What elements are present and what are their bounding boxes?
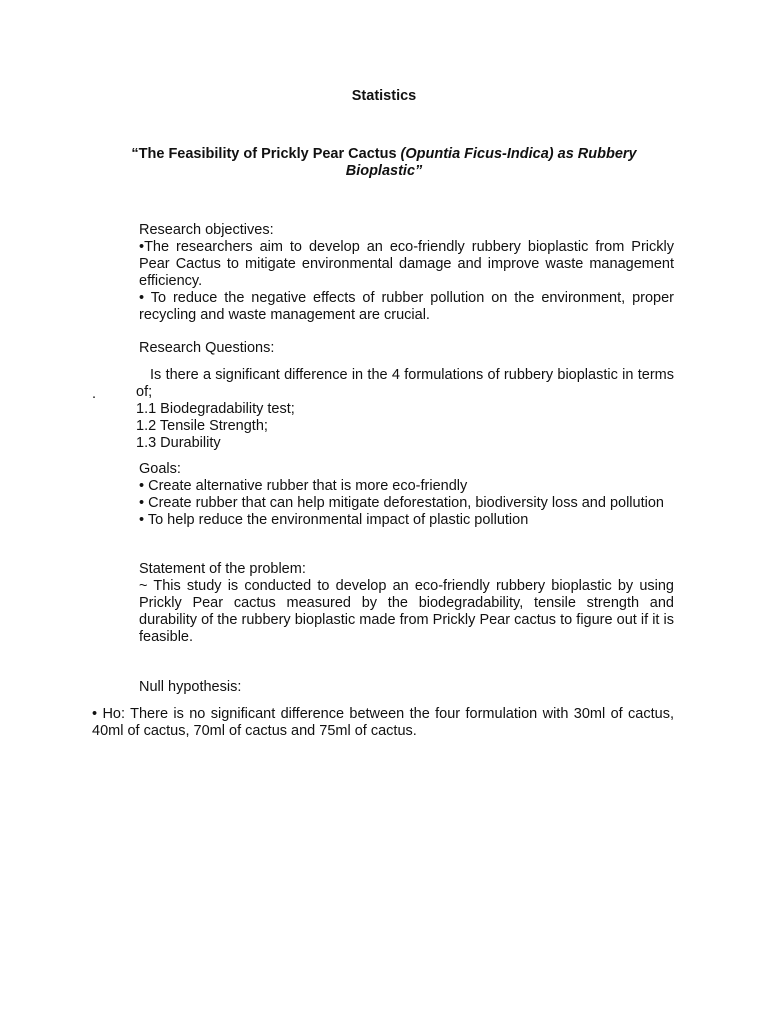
research-questions-label [139,340,674,357]
title-plain: “The Feasibility of Prickly Pear Cactus [131,146,401,162]
page-heading [0,88,768,105]
goal-item: • To help reduce the environmental impact of plastic pollution [139,512,529,528]
goals-section [139,461,674,529]
null-hypothesis-text [92,706,674,740]
document-title [98,146,670,180]
title-line-2 [98,163,670,180]
objective-item-2: • To reduce the negative effects of rubber pollution on the environment, proper recycling and waste management are crucial. [139,290,674,323]
question-item: 1.1 Biodegradability test; [136,401,295,417]
title-italic-end: Bioplastic” [345,163,423,179]
objective-item-1: •The researchers aim to develop an eco-friendly rubbery bioplastic from Prickly Pear Cactus to mitigate environmental damage and improve waste management efficiency. [139,239,674,289]
questions-label-text: Research Questions: [139,340,275,356]
stray-mark-text: . [92,386,97,402]
question-intro-text: Is there a significant difference in the 4 formulations of rubbery bioplastic in terms of; [136,367,674,400]
problem-statement [139,561,674,646]
title-line-1 [98,146,670,163]
null-hypothesis-label [139,679,674,696]
question-item: 1.2 Tensile Strength; [136,418,268,434]
question-item: 1.3 Durability [136,435,221,451]
question-items [136,401,676,452]
hypothesis-label-text: Null hypothesis: [139,679,242,695]
goals-label: Goals: [139,461,181,477]
goal-item: • Create alternative rubber that is more eco-friendly [139,478,468,494]
objectives-label: Research objectives: [139,222,274,238]
research-objectives [139,222,674,324]
goal-item: • Create rubber that can help mitigate deforestation, biodiversity loss and pollution [139,495,664,511]
stray-mark [92,386,96,403]
problem-text: ~ This study is conducted to develop an eco-friendly rubbery bioplastic by using Prickly Pear cactus measured by the biodegradability, tensile strength and durability of the rubbery bioplastic made from Prickly Pear cactus to figure out if it is feasible. [139,578,674,645]
problem-label: Statement of the problem: [139,561,306,577]
research-question-intro [136,367,674,401]
title-italic-part: (Opuntia Ficus-Indica) as Rubbery [400,146,637,162]
heading-text: Statistics [351,88,417,104]
hypothesis-text: • Ho: There is no significant difference between the four formulation with 30ml of cactus, 40ml of cactus, 70ml of cactus and 75ml of cactus. [92,706,674,739]
